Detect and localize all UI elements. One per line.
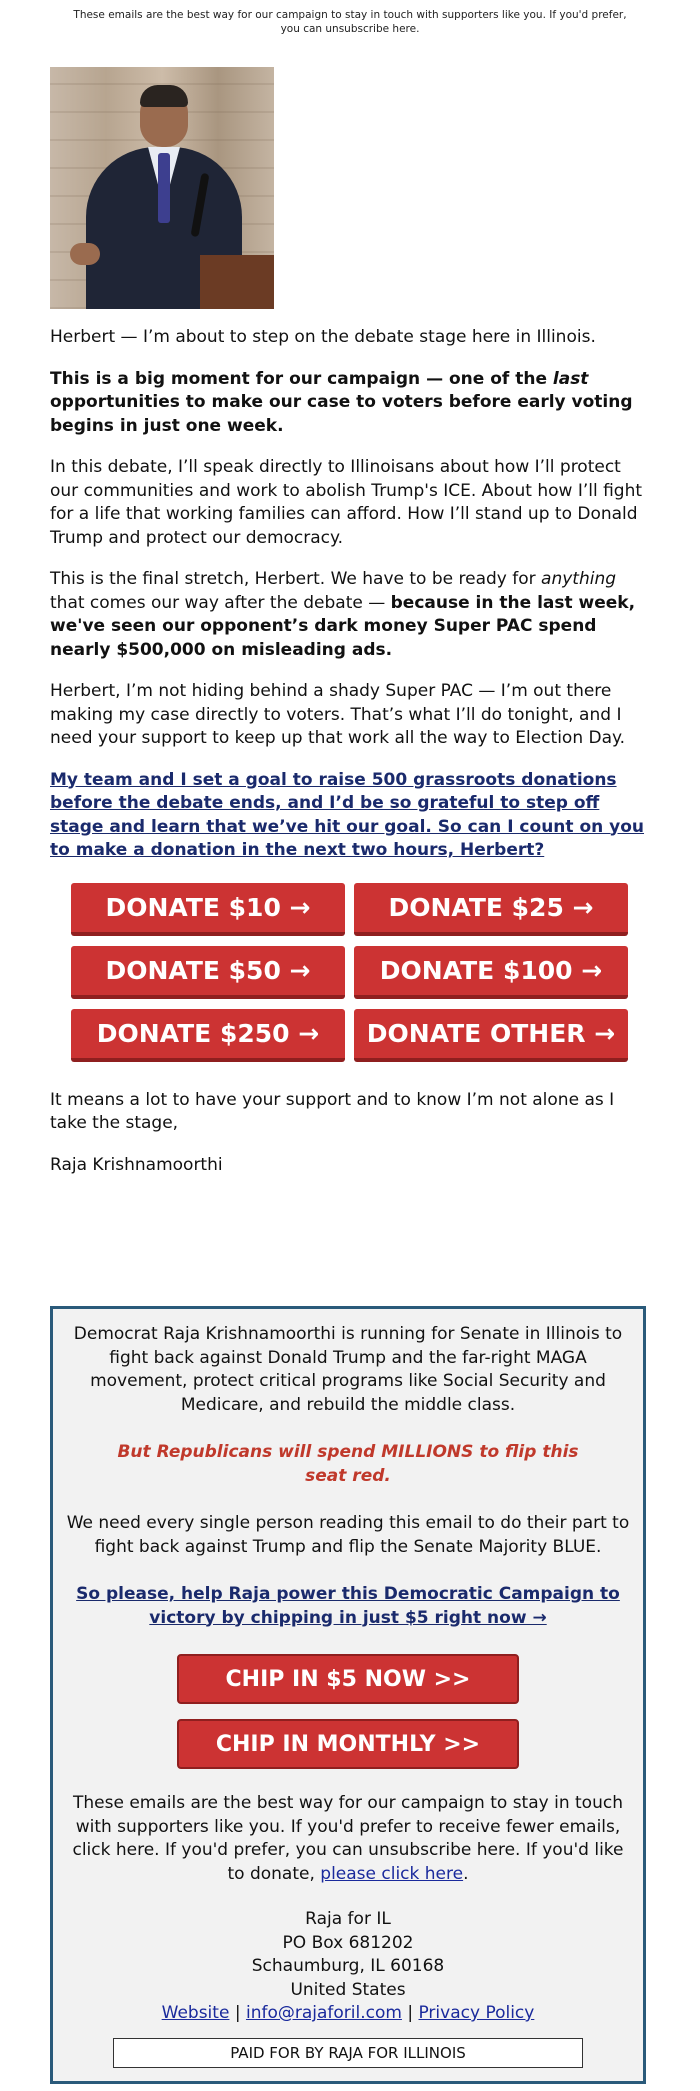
privacy-policy-link[interactable]: Privacy Policy: [418, 2003, 535, 2023]
donate-250-button[interactable]: DONATE $250 →: [71, 1009, 345, 1062]
candidate-photo: [50, 67, 274, 309]
link-separator: |: [234, 2003, 241, 2023]
chip-in-link[interactable]: So please, help Raja power this Democratic Campaign to victory by chipping in just $5 right now →: [76, 1584, 620, 1628]
chip-in-monthly-button[interactable]: CHIP IN MONTHLY >>: [177, 1719, 519, 1769]
donate-other-button[interactable]: DONATE OTHER →: [354, 1009, 628, 1062]
donate-50-button[interactable]: DONATE $50 →: [71, 946, 345, 999]
signature: Raja Krishnamoorthi: [50, 1154, 223, 1175]
org-name: Raja for IL: [305, 1909, 391, 1929]
link-separator: |: [407, 2003, 414, 2023]
footer-cta: [65, 1583, 631, 1630]
donate-10-button[interactable]: DONATE $10 →: [71, 883, 345, 936]
donate-100-button[interactable]: DONATE $100 →: [354, 946, 628, 999]
republicans-warning: But Republicans will spend MILLIONS to flip this seat red.: [117, 1442, 579, 1486]
top-unsubscribe-note: These emails are the best way for our campaign to stay in touch with supporters like you. If you'd prefer, you can unsubscribe here.: [73, 9, 627, 35]
po-box: PO Box 681202: [282, 1932, 414, 1953]
donate-click-here-link[interactable]: please click here: [320, 1863, 464, 1884]
closing-paragraph: It means a lot to have your support and to know I’m not alone as I take the stage,: [50, 1089, 615, 1133]
donation-goal-link[interactable]: My team and I set a goal to raise 500 grassroots donations before the debate ends, and I’d be so grateful to step off stage and learn that we’ve hit our goal. So can I count on you to make a donation in the next two hours, Herbert?: [50, 769, 645, 860]
donate-button-grid: [71, 883, 629, 1062]
candidate-summary: Democrat Raja Krishnamoorthi is running for Senate in Illinois to fight back against Donald Trump and the far-right MAGA movement, protect critical programs like Social Security and Medicare, and rebuild the middle class.: [73, 1324, 623, 1415]
email-link[interactable]: info@rajaforil.com: [245, 2003, 402, 2023]
city-line: Schaumburg, IL 60168: [251, 1956, 445, 1976]
call-to-action-text: We need every single person reading this email to do their part to fight back against Trump and flip the Senate Majority BLUE.: [66, 1513, 630, 1557]
mailing-address: [65, 1908, 631, 2026]
footer-box: [50, 1306, 646, 2084]
footer-links: [65, 2002, 631, 2026]
super-pac-paragraph: Herbert, I’m not hiding behind a shady Super PAC — I’m out there making my case directly to voters. That’s what I’ll do tonight, and I need your support to keep up that work all the way to Election Day.: [50, 681, 626, 748]
donate-25-button[interactable]: DONATE $25 →: [354, 883, 628, 936]
goal-paragraph: [50, 769, 650, 863]
chip-in-5-button[interactable]: CHIP IN $5 NOW >>: [177, 1654, 519, 1704]
greeting-paragraph: Herbert — I’m about to step on the debate stage here in Illinois.: [50, 327, 596, 347]
big-moment-paragraph: This is a big moment for our campaign — one of the last opportunities to make our case to voters before early voting begins in just one week.: [50, 368, 633, 436]
debate-paragraph: In this debate, I’ll speak directly to Illinoisans about how I’ll protect our communities and work to abolish Trump's ICE. About how I’ll fight for a life that working families can afford. How I’ll stand up to Donald Trump and protect our democracy.: [50, 457, 643, 548]
footer-unsubscribe-note: These emails are the best way for our campaign to stay in touch with supporters like you. If you'd prefer to receive fewer emails, click here. If you'd prefer, you can unsubscribe here. If you'd like to donate, please click here.: [72, 1793, 624, 1884]
country: United States: [290, 1979, 406, 2000]
paid-for-disclaimer: PAID FOR BY RAJA FOR ILLINOIS: [113, 2038, 583, 2068]
final-stretch-paragraph: This is the final stretch, Herbert. We have to be ready for anything that comes our way after the debate — because in the last week, we've seen our opponent’s dark money Super PAC spend nearly $500,000 on misleading ads.: [50, 569, 636, 660]
email-body: [50, 67, 650, 1177]
website-link[interactable]: Website: [161, 2003, 230, 2023]
